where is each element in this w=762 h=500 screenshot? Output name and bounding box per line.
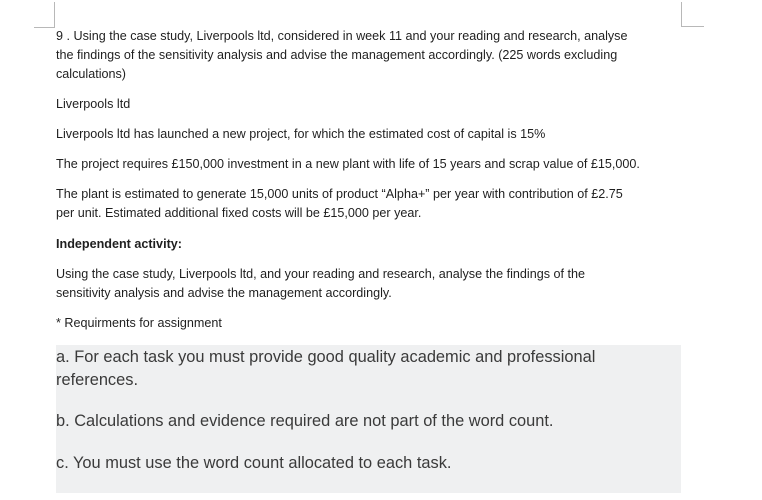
- project-requirement-text: The project requires £150,000 investment in a new plant with life of 15 years and scrap value of £15,000.: [56, 157, 640, 171]
- question-line-2: the findings of the sensitivity analysis and advise the management accordingly. (225 words excluding: [56, 48, 618, 62]
- requirements-heading: * Requirments for assignment: [56, 316, 222, 330]
- plant-estimate-paragraph: [56, 185, 686, 223]
- plant-estimate-line-1: The plant is estimated to generate 15,000 units of product “Alpha+” per year with contribution of £2.75: [56, 187, 623, 201]
- plant-estimate-line-2: per unit. Estimated additional fixed costs will be £15,000 per year.: [56, 206, 422, 220]
- crop-mark-top-left: [34, 2, 55, 28]
- independent-activity-heading: Independent activity:: [56, 237, 182, 251]
- independent-activity-paragraph: [56, 265, 686, 303]
- project-launch-text: Liverpools ltd has launched a new project, for which the estimated cost of capital is 15%: [56, 127, 546, 141]
- question-line-3: calculations): [56, 67, 126, 81]
- independent-line-2: sensitivity analysis and advise the management accordingly.: [56, 286, 392, 300]
- requirement-c: c. You must use the word count allocated to each task.: [56, 454, 452, 472]
- question-line-1: 9 . Using the case study, Liverpools ltd, considered in week 11 and your reading and research, analyse: [56, 29, 628, 43]
- independent-line-1: Using the case study, Liverpools ltd, and your reading and research, analyse the findings of the: [56, 267, 586, 281]
- crop-mark-top-right: [681, 2, 704, 27]
- requirement-b: b. Calculations and evidence required are not part of the word count.: [56, 412, 554, 430]
- requirement-a-line-1: a. For each task you must provide good quality academic and professional: [56, 348, 596, 366]
- company-name: Liverpools ltd: [56, 97, 131, 111]
- requirement-a: [56, 346, 676, 392]
- requirement-a-line-2: references.: [56, 371, 138, 389]
- question-paragraph: [56, 27, 686, 84]
